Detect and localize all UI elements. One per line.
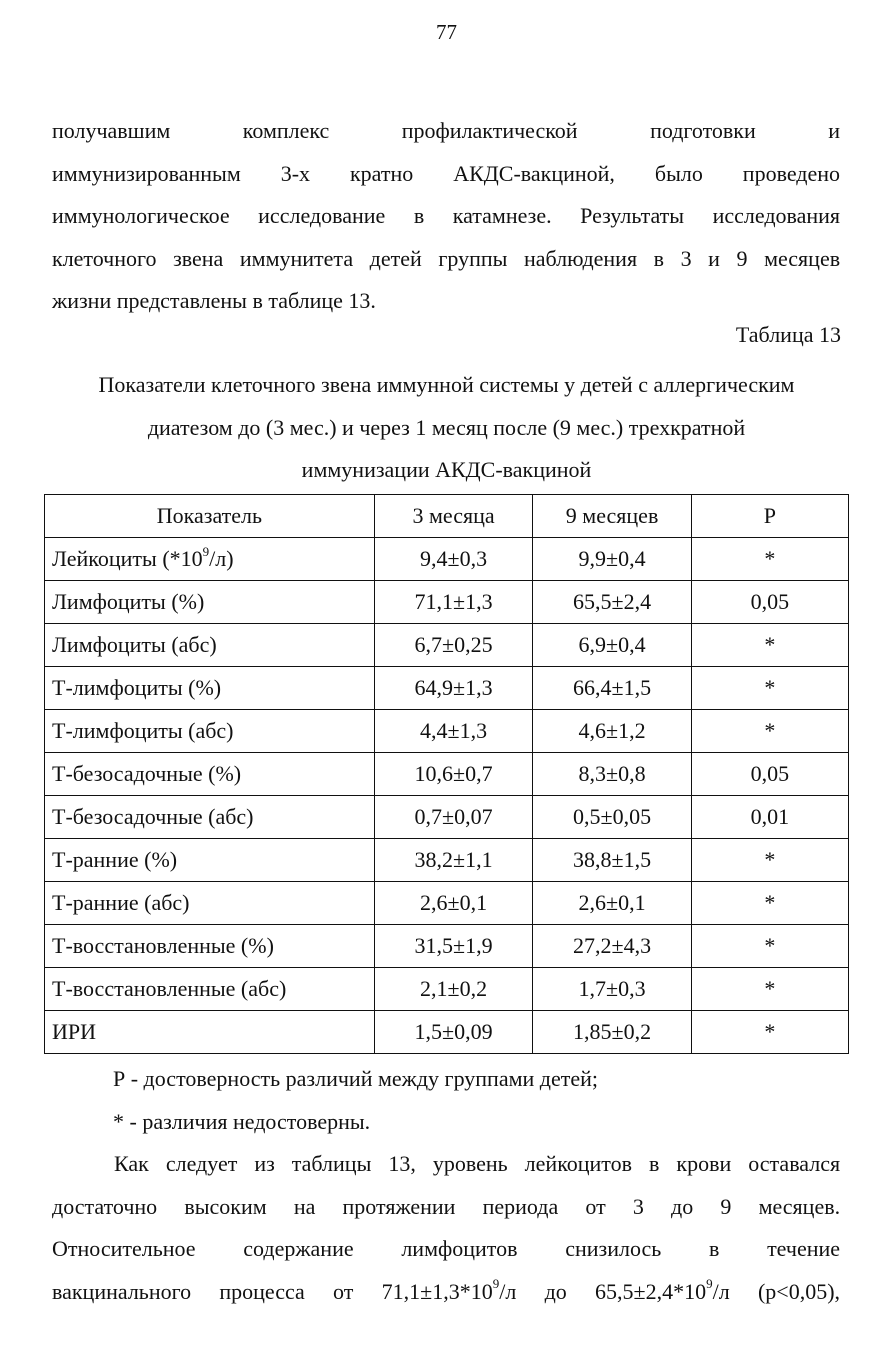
table-row — [45, 624, 849, 667]
word: 3-х — [280, 160, 311, 186]
row-value-9-months: 1,7±0,3 — [533, 968, 691, 1011]
word: было — [654, 160, 703, 186]
word: оставался — [748, 1151, 841, 1176]
table-row — [45, 882, 849, 925]
row-value-3-months: 2,6±0,1 — [374, 882, 532, 925]
row-value-3-months: 4,4±1,3 — [374, 710, 532, 753]
word: иммунизированным — [52, 160, 241, 186]
row-value-9-months: 6,9±0,4 — [533, 624, 691, 667]
row-value-3-months: 9,4±0,3 — [374, 538, 532, 581]
word: детей — [369, 245, 422, 271]
word: подготовки — [650, 118, 756, 143]
row-p-value: * — [691, 624, 848, 667]
row-value-9-months: 1,85±0,2 — [533, 1011, 691, 1054]
immune-indicators-table — [44, 494, 849, 1054]
word: в — [653, 245, 665, 271]
conclusion-word: до — [544, 1278, 567, 1304]
table-row — [45, 1011, 849, 1054]
word: содержание — [243, 1236, 354, 1261]
word: исследования — [712, 203, 841, 228]
word: в — [649, 1151, 660, 1176]
note-asterisk-definition: * - различия недостоверны. — [113, 1109, 371, 1134]
page-number: 77 — [436, 20, 457, 44]
row-p-value: * — [691, 710, 848, 753]
word: иммунологическое — [52, 203, 230, 228]
row-indicator-name: Лимфоциты (абс) — [45, 624, 375, 667]
header-indicator: Показатель — [45, 495, 375, 538]
row-value-3-months: 31,5±1,9 — [374, 925, 532, 968]
word: группы — [438, 245, 508, 271]
intro-line — [52, 238, 840, 281]
table-title-line: диатезом до (3 мес.) и через 1 месяц после (9 мес.) трехкратной — [147, 414, 746, 440]
word: комплекс — [242, 118, 330, 143]
header-p: Р — [691, 495, 848, 538]
table-header-row — [45, 495, 849, 538]
row-value-3-months: 71,1±1,3 — [374, 581, 532, 624]
row-p-value: 0,05 — [691, 581, 848, 624]
word: таблицы — [291, 1151, 372, 1176]
word: протяжении — [342, 1193, 456, 1219]
word: 3 — [632, 1193, 644, 1219]
note-p-definition: Р - достоверность различий между группами детей; — [113, 1066, 599, 1091]
row-indicator-name: Т-восстановленные (%) — [45, 925, 375, 968]
word: месяцев — [764, 245, 841, 271]
word: следует — [165, 1151, 238, 1176]
header-3-months: 3 месяца — [374, 495, 532, 538]
row-value-3-months: 1,5±0,09 — [374, 1011, 532, 1054]
row-indicator-name: Т-лимфоциты (абс) — [45, 710, 375, 753]
conclusion-line — [52, 1143, 840, 1186]
word: крови — [676, 1151, 732, 1176]
table-row — [45, 538, 849, 581]
table-row — [45, 753, 849, 796]
conclusion-tail: (р<0,05), — [757, 1278, 841, 1304]
table-row — [45, 581, 849, 624]
intro-line — [52, 195, 840, 238]
row-indicator-name: Лейкоциты $(*10^9/л)$ — [45, 538, 375, 581]
word: от — [585, 1193, 606, 1219]
table-label: Таблица 13 — [735, 322, 841, 347]
intro-line — [52, 153, 840, 196]
conclusion-word: вакцинального — [52, 1278, 192, 1304]
row-value-9-months: 65,5±2,4 — [533, 581, 691, 624]
row-value-9-months: 4,6±1,2 — [533, 710, 691, 753]
word: снизилось — [565, 1236, 662, 1261]
row-value-3-months: 6,7±0,25 — [374, 624, 532, 667]
table-row — [45, 839, 849, 882]
word: и — [828, 118, 841, 143]
row-value-3-months: 0,7±0,07 — [374, 796, 532, 839]
row-value-9-months: 38,8±1,5 — [533, 839, 691, 882]
row-p-value: * — [691, 968, 848, 1011]
word: лимфоцитов — [401, 1236, 518, 1261]
word: 9 — [720, 1193, 732, 1219]
table-row — [45, 667, 849, 710]
table-title-line: иммунизации АКДС-вакциной — [301, 457, 592, 482]
row-value-3-months: 2,1±0,2 — [374, 968, 532, 1011]
row-p-value: * — [691, 667, 848, 710]
conclusion-line — [52, 1228, 840, 1271]
table-row — [45, 796, 849, 839]
row-p-value: * — [691, 882, 848, 925]
word: получавшим — [52, 118, 171, 143]
table-title-line: Показатели клеточного звена иммунной системы у детей с аллергическим — [98, 372, 795, 397]
conclusion-word: от — [333, 1278, 354, 1304]
row-indicator-name: Лимфоциты (%) — [45, 581, 375, 624]
word: лейкоцитов — [524, 1151, 633, 1176]
word: Относительное — [52, 1236, 196, 1261]
word: АКДС-вакциной, — [453, 160, 615, 186]
row-indicator-name: Т-ранние (%) — [45, 839, 375, 882]
intro-line — [52, 110, 840, 153]
row-value-3-months: 10,6±0,7 — [374, 753, 532, 796]
row-indicator-name: Т-безосадочные (абс) — [45, 796, 375, 839]
word: до — [671, 1193, 694, 1219]
row-p-value: * — [691, 839, 848, 882]
word: катамнезе. — [452, 203, 552, 228]
row-indicator-name: Т-восстановленные (абс) — [45, 968, 375, 1011]
word: 13, — [388, 1151, 416, 1176]
word: иммунитета — [239, 245, 354, 271]
table-row — [45, 925, 849, 968]
value-lymphocytes-9m: $65,5\pm 2,4*10^9/л$ — [595, 1276, 730, 1304]
word: достаточно — [52, 1193, 158, 1219]
word: месяцев. — [758, 1193, 841, 1219]
word: высоким — [184, 1193, 267, 1219]
row-value-9-months: 27,2±4,3 — [533, 925, 691, 968]
row-p-value: * — [691, 925, 848, 968]
word: на — [293, 1193, 316, 1219]
row-indicator-name: Т-безосадочные (%) — [45, 753, 375, 796]
row-indicator-name: ИРИ — [45, 1011, 375, 1054]
word: Как — [114, 1151, 149, 1176]
table-row — [45, 710, 849, 753]
word: в — [413, 203, 425, 228]
word: периода — [482, 1193, 559, 1219]
row-value-3-months: 38,2±1,1 — [374, 839, 532, 882]
conclusion-paragraph — [52, 1143, 840, 1313]
row-value-9-months: 0,5±0,05 — [533, 796, 691, 839]
row-value-9-months: 66,4±1,5 — [533, 667, 691, 710]
word: из — [254, 1151, 275, 1176]
word: звена — [173, 245, 224, 271]
row-indicator-name: Т-лимфоциты (%) — [45, 667, 375, 710]
word: 3 — [680, 245, 692, 271]
word: исследование — [258, 203, 386, 228]
conclusion-last-line — [52, 1271, 840, 1314]
row-p-value: 0,01 — [691, 796, 848, 839]
header-9-months: 9 месяцев — [533, 495, 691, 538]
word: уровень — [432, 1151, 508, 1176]
row-p-value: 0,05 — [691, 753, 848, 796]
table-row — [45, 968, 849, 1011]
word: проведено — [742, 160, 841, 186]
word: кратно — [349, 160, 414, 186]
word: течение — [767, 1236, 841, 1261]
word: 9 — [736, 245, 748, 271]
table-title — [30, 364, 863, 492]
value-lymphocytes-3m: $71,1\pm 1,3*10^9/л$ — [381, 1276, 517, 1304]
word: в — [708, 1236, 720, 1261]
row-p-value: * — [691, 538, 848, 581]
row-value-9-months: 2,6±0,1 — [533, 882, 691, 925]
conclusion-word: процесса — [219, 1278, 305, 1304]
word: наблюдения — [523, 245, 638, 271]
word: клеточного — [52, 245, 157, 271]
conclusion-line — [52, 1186, 840, 1229]
row-indicator-name: Т-ранние (абс) — [45, 882, 375, 925]
word: профилактической — [401, 118, 578, 143]
row-value-9-months: 9,9±0,4 — [533, 538, 691, 581]
word: Результаты — [580, 203, 685, 228]
row-p-value: * — [691, 1011, 848, 1054]
row-value-3-months: 64,9±1,3 — [374, 667, 532, 710]
intro-last-line: жизни представлены в таблице 13. — [52, 288, 376, 313]
word: и — [708, 245, 720, 271]
row-value-9-months: 8,3±0,8 — [533, 753, 691, 796]
intro-paragraph — [52, 110, 840, 323]
